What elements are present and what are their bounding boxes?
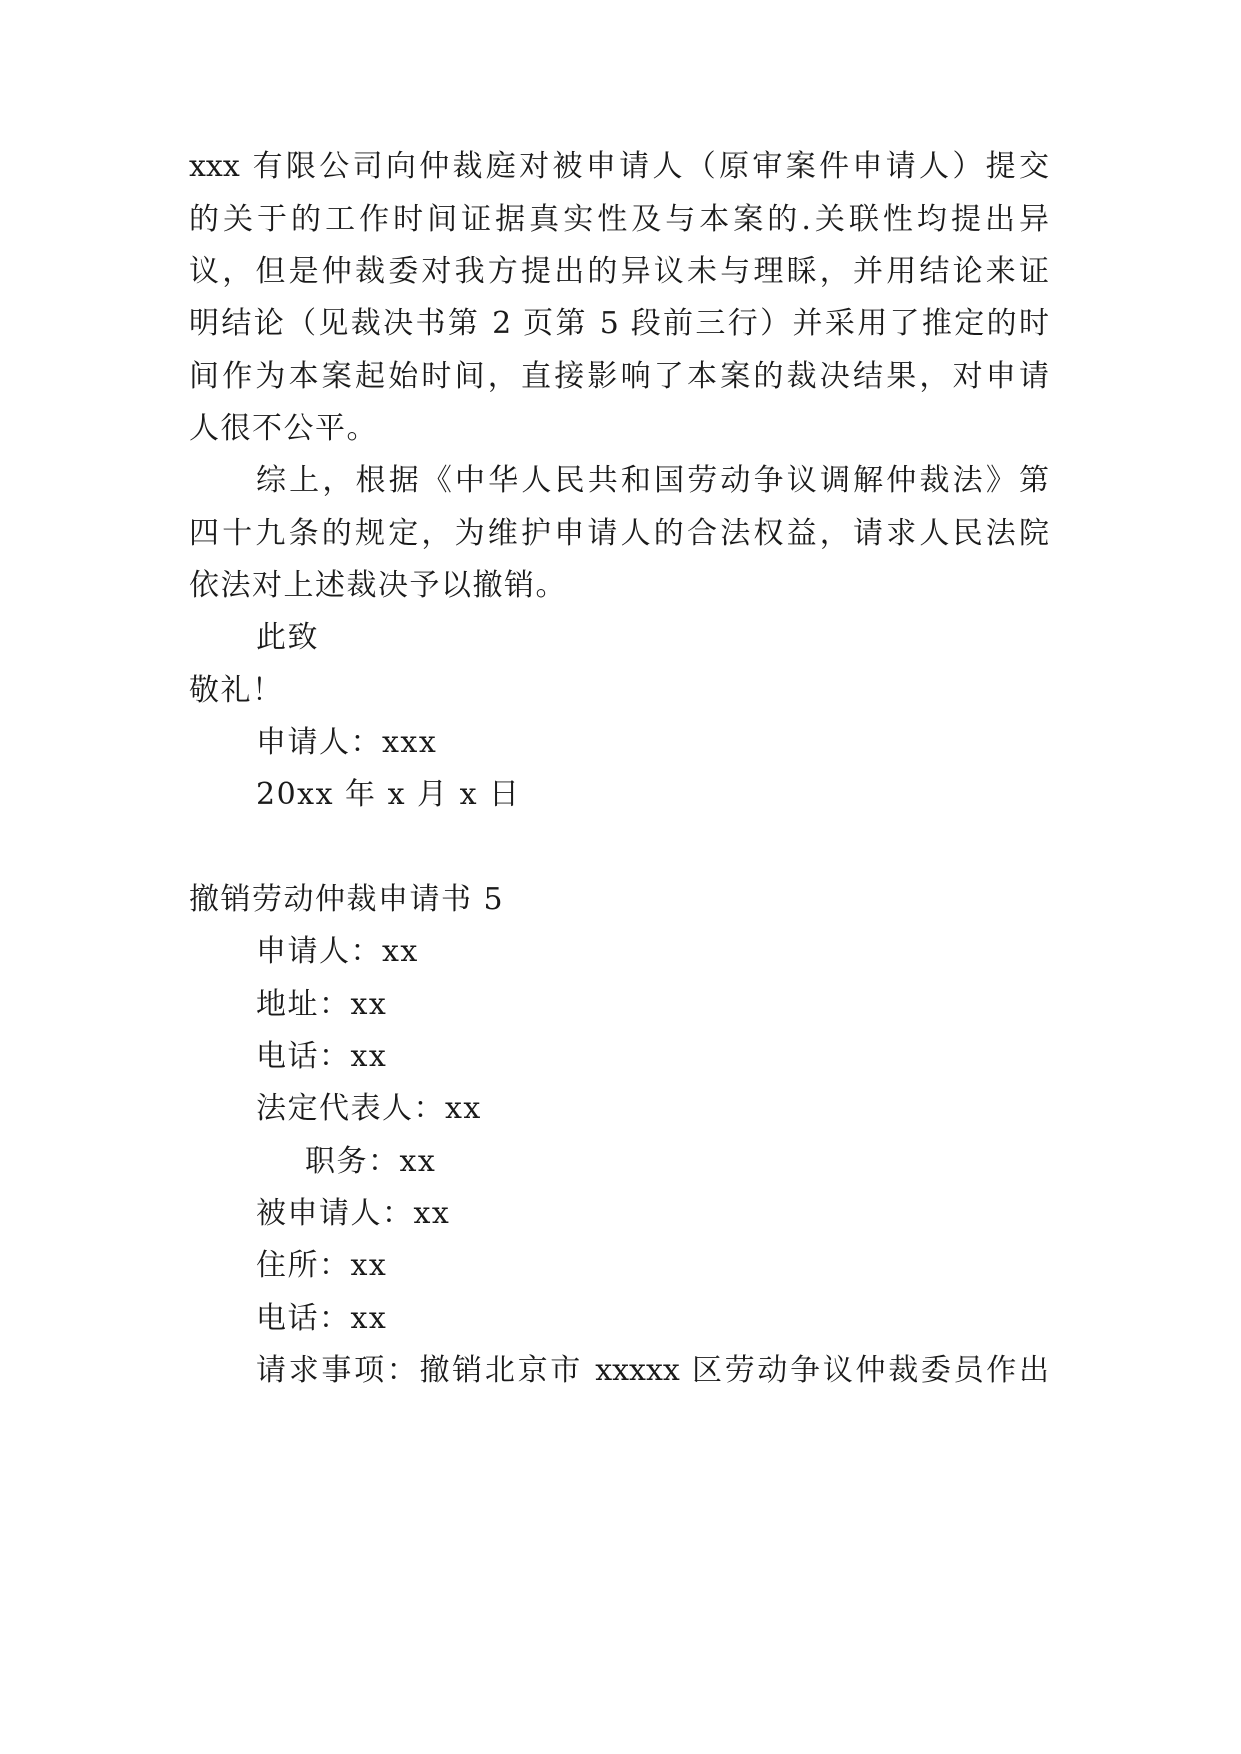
phone-field: 电话：xx bbox=[256, 1039, 388, 1074]
respondent-field: 被申请人：xx bbox=[256, 1196, 451, 1231]
request-field: 请求事项：撤销北京市 xxxxx 区劳动争议仲裁委员作出 bbox=[256, 1353, 1049, 1388]
applicant-field: 申请人：xx bbox=[256, 934, 419, 969]
respondent-phone-field: 电话：xx bbox=[256, 1301, 388, 1336]
paragraph-line: 议，但是仲裁委对我方提出的异议未与理睬，并用结论来证 bbox=[189, 254, 1049, 289]
paragraph-line: 的关于的工作时间证据真实性及与本案的.关联性均提出异 bbox=[189, 202, 1049, 237]
closing-date: 20xx 年 x 月 x 日 bbox=[256, 777, 521, 812]
section-title: 撤销劳动仲裁申请书 5 bbox=[189, 882, 505, 917]
paragraph-line: 四十九条的规定，为维护申请人的合法权益，请求人民法院 bbox=[189, 516, 1049, 551]
residence-field: 住所：xx bbox=[256, 1248, 388, 1283]
position-field: 职务：xx bbox=[305, 1144, 437, 1179]
closing-to: 此致 bbox=[256, 620, 319, 655]
closing-applicant: 申请人：xxx bbox=[256, 725, 438, 760]
paragraph-line: xxx 有限公司向仲裁庭对被申请人（原审案件申请人）提交 bbox=[189, 149, 1049, 184]
paragraph-line: 依法对上述裁决予以撤销。 bbox=[189, 568, 567, 603]
address-field: 地址：xx bbox=[256, 987, 388, 1022]
closing-salute: 敬礼！ bbox=[189, 673, 284, 708]
legal-rep-field: 法定代表人：xx bbox=[256, 1091, 482, 1126]
paragraph-line: 人很不公平。 bbox=[189, 411, 378, 446]
paragraph-line: 综上，根据《中华人民共和国劳动争议调解仲裁法》第 bbox=[256, 463, 1049, 498]
paragraph-line: 明结论（见裁决书第 2 页第 5 段前三行）并采用了推定的时 bbox=[189, 306, 1049, 341]
paragraph-line: 间作为本案起始时间，直接影响了本案的裁决结果，对申请 bbox=[189, 359, 1049, 394]
